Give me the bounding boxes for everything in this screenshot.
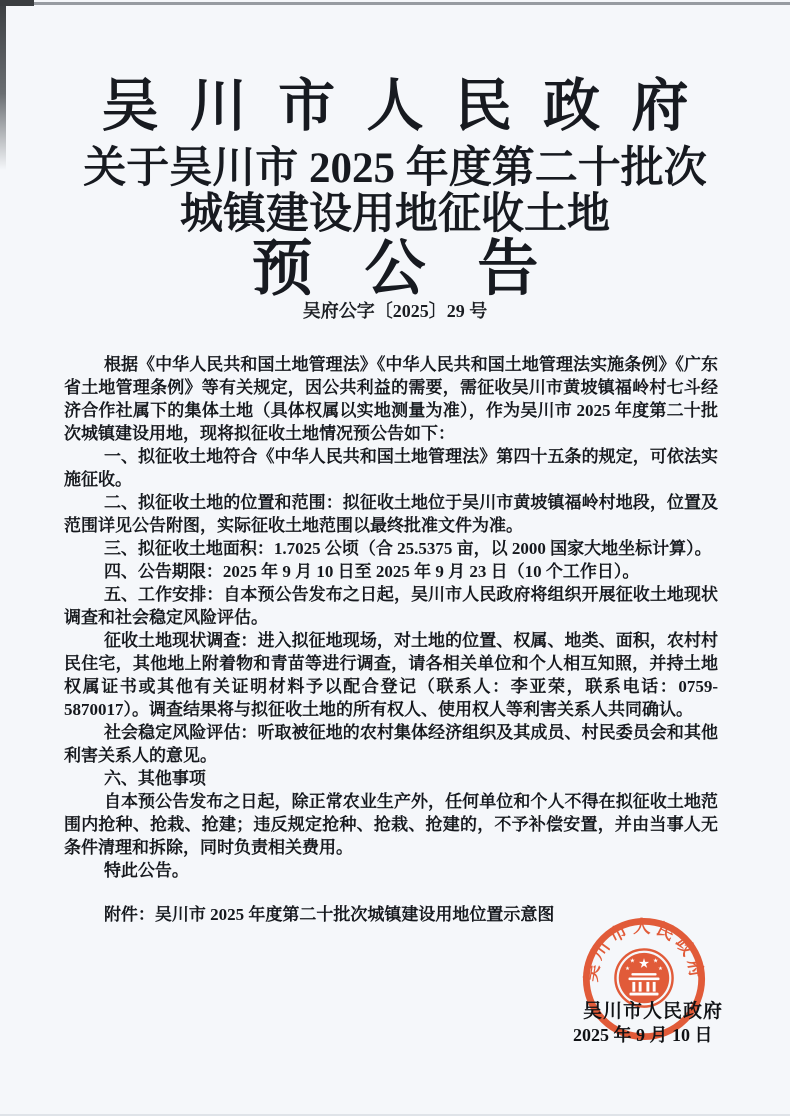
- paragraph-intro: 根据《中华人民共和国土地管理法》《中华人民共和国土地管理法实施条例》《广东省土地管理条例》等有关规定，因公共利益的需要，需征收吴川市黄坡镇福岭村七斗经济合作社属下的集体土地（具体权属以实地测量为准），作为吴川市 2025 年度第二十批次城镇建设用地，现将拟征收土地情况预公告如下：: [64, 355, 718, 443]
- paragraph-item-3: 三、拟征收土地面积：1.7025 公顷（合 25.5375 亩，以 2000 国家大地坐标计算）。: [103, 539, 712, 558]
- seal-surround-text: 吴川市人民政府: [581, 916, 707, 984]
- paragraph-item-6-heading: 六、其他事项: [103, 769, 206, 788]
- authority-title: 吴川市人民政府: [101, 75, 720, 138]
- signature-issuer: 吴川市人民政府: [583, 1001, 724, 1022]
- paragraph-item-2: 二、拟征收土地的位置和范围：拟征收土地位于吴川市黄坡镇福岭村地段，位置及范围详见公告附图，实际征收土地范围以最终批准文件为准。: [64, 493, 718, 535]
- paragraph-item-1: 一、拟征收土地符合《中华人民共和国土地管理法》第四十五条的规定，可依法实施征收。: [64, 447, 718, 489]
- attachment-line: 附件：吴川市 2025 年度第二十批次城镇建设用地位置示意图: [103, 905, 555, 924]
- signature-date: 2025 年 9 月 10 日: [573, 1025, 713, 1045]
- paragraph-other-matters: 自本预公告发布之日起，除正常农业生产外，任何单位和个人不得在拟征收土地范围内抢种、抢栽、抢建；违反规定抢种、抢栽、抢建的，不予补偿安置，并由当事人无条件清理和拆除，同时负责相关费用。: [64, 792, 718, 857]
- scan-edge-corner: [0, 0, 34, 6]
- announcement-body: [64, 353, 718, 926]
- paragraph-item-5: 五、工作安排：自本预公告发布之日起，吴川市人民政府将组织开展征收土地现状调查和社会稳定风险评估。: [64, 585, 718, 627]
- paragraph-item-4: 四、公告期限：2025 年 9 月 10 日至 2025 年 9 月 23 日（10 个工作日）。: [103, 562, 640, 581]
- document-number: 吴府公字〔2025〕29 号: [302, 301, 488, 321]
- paragraph-survey: 征收土地现状调查：进入拟征地现场，对土地的位置、权属、地类、面积，农村村民住宅，其他地上附着物和青苗等进行调查，请各相关单位和个人相互知照，并持土地权属证书或其他有关证明材料予以配合登记（联系人：李亚荣，联系电话：0759-5870017）。调查结果将与拟征收土地的所有权人、使用权人等利害关系人共同确认。: [64, 631, 718, 719]
- announcement-subtitle-line-1: 关于吴川市 2025 年度第二十批次: [83, 145, 707, 192]
- paragraph-risk-assessment: 社会稳定风险评估：听取被征地的农村集体经济组织及其成员、村民委员会和其他利害关系人的意见。: [64, 723, 718, 765]
- announcement-subtitle-line-2: 城镇建设用地征收土地: [180, 191, 610, 238]
- scan-edge-top: [0, 2, 790, 5]
- paragraph-closing: 特此公告。: [103, 861, 189, 880]
- doc-type-title: 预公告: [251, 236, 591, 303]
